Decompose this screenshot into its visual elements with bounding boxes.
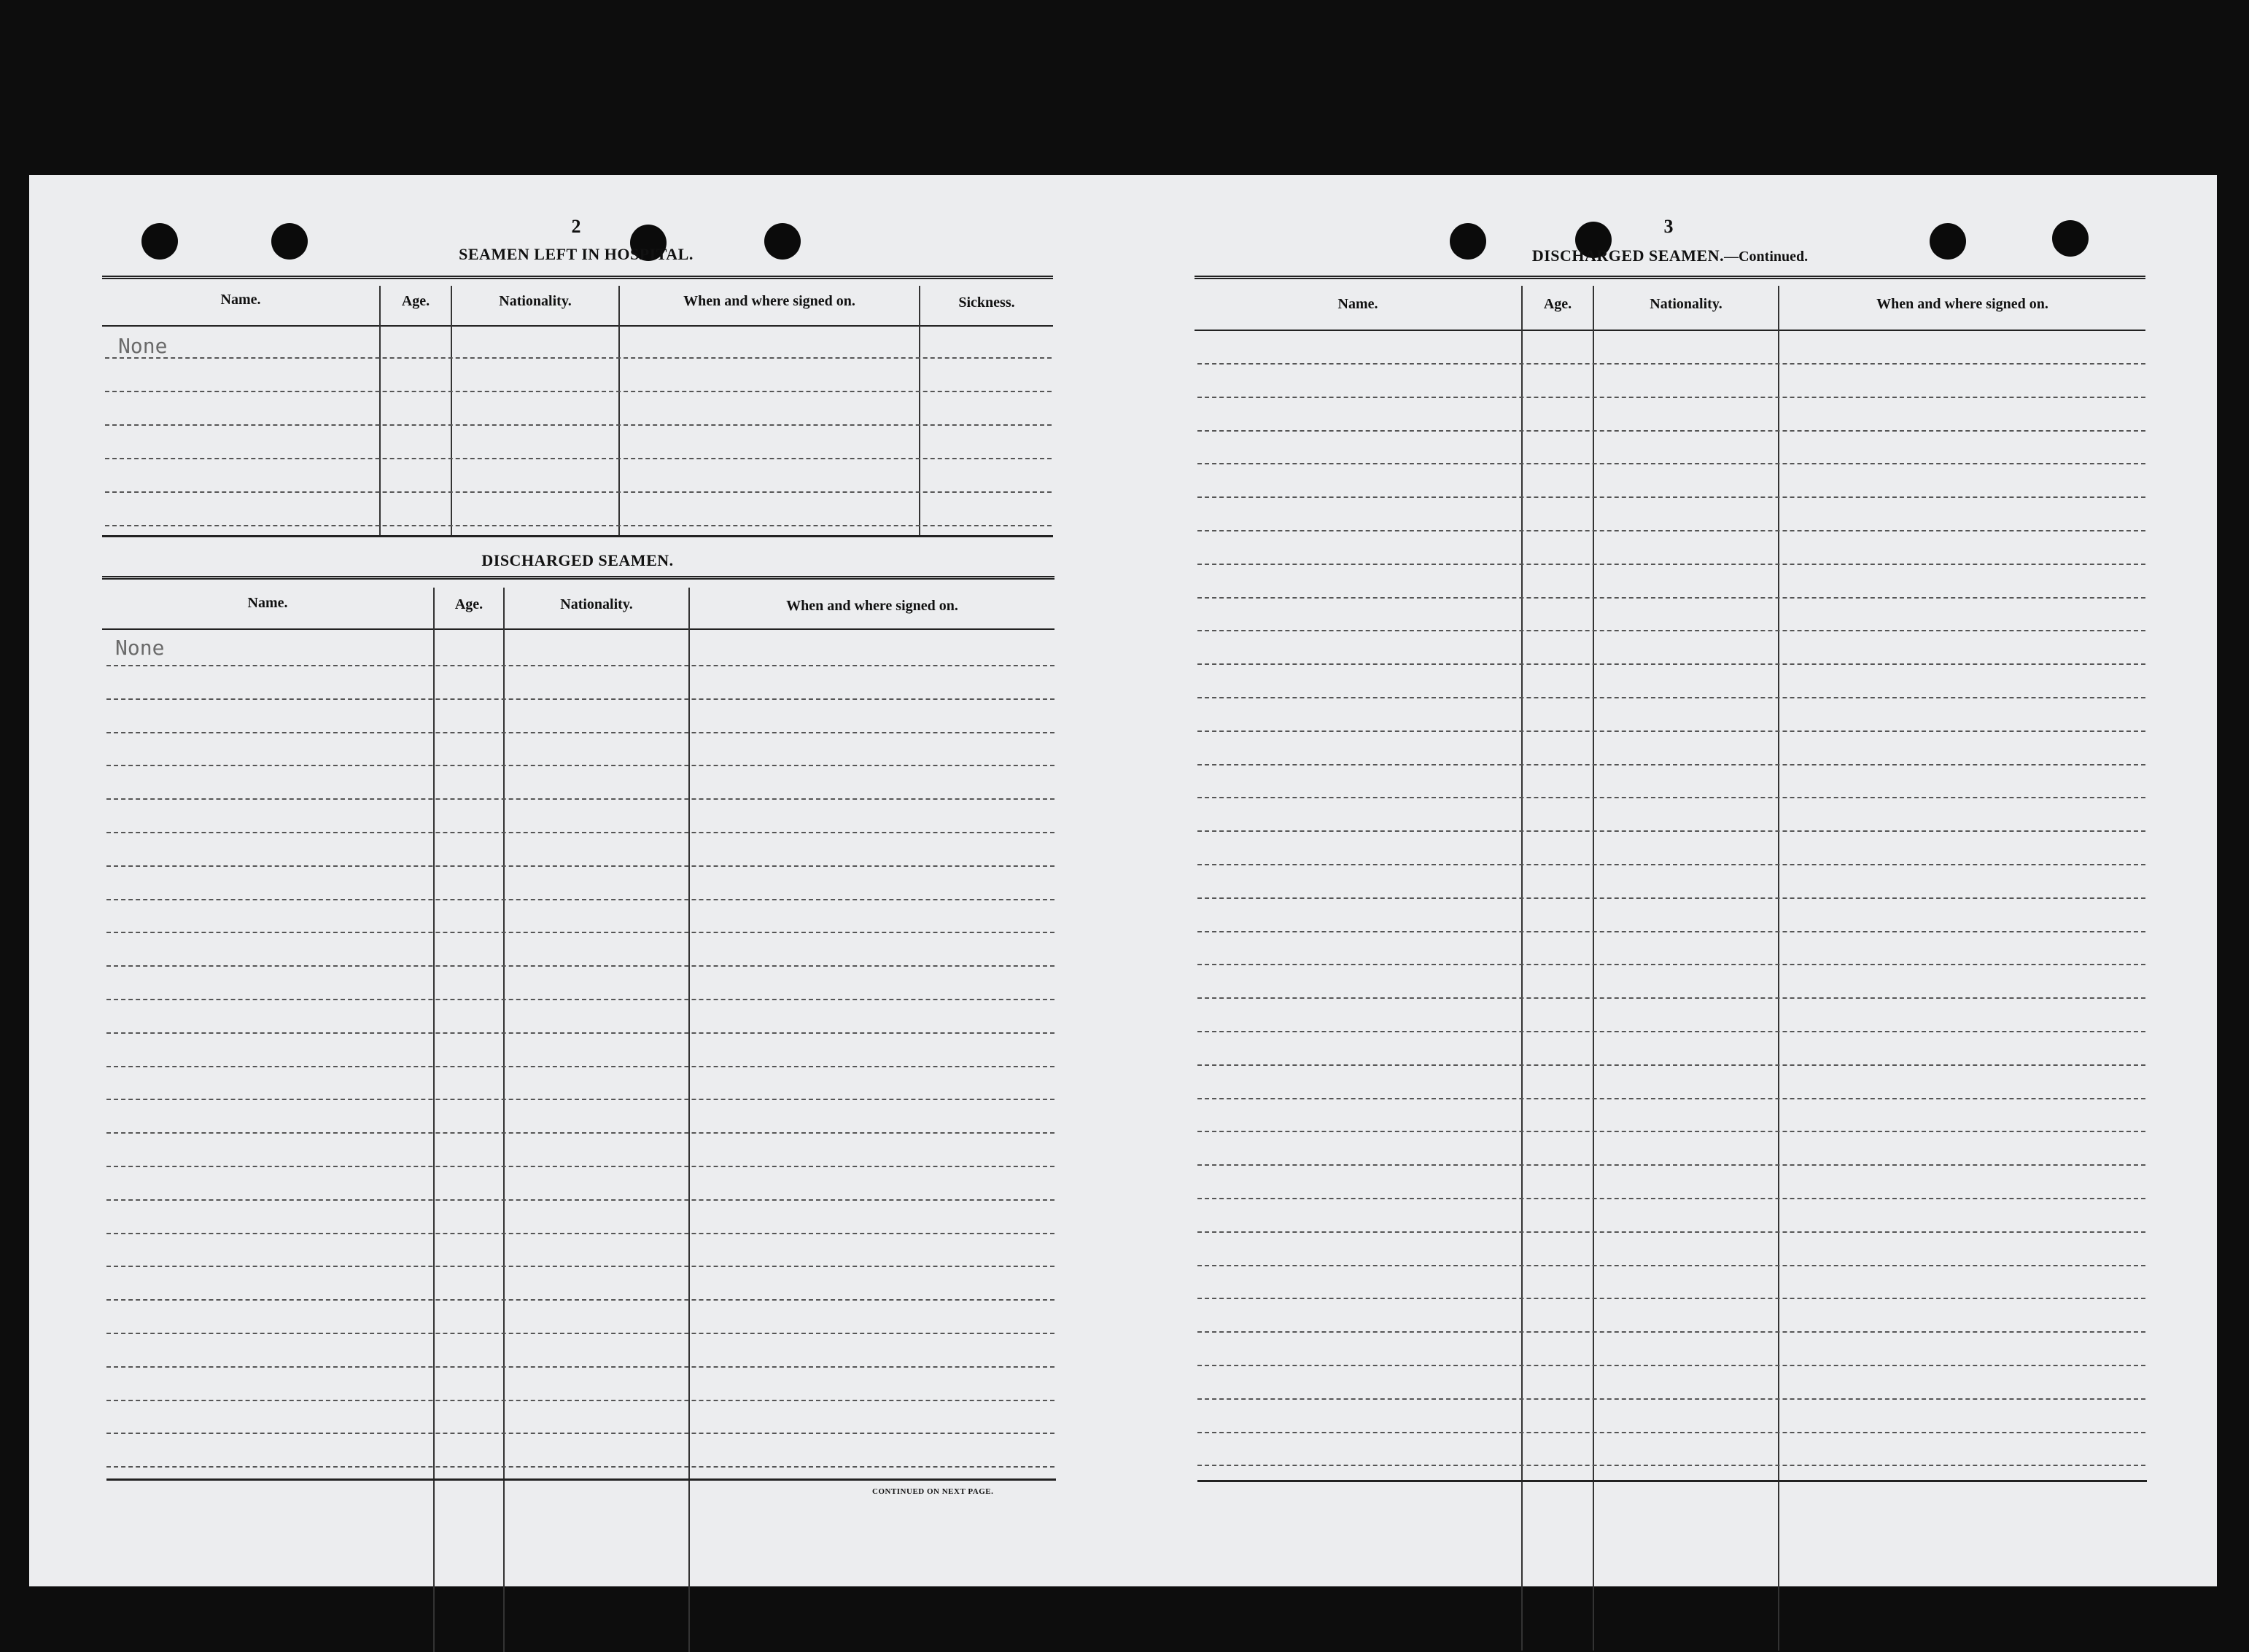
entry-line: [105, 525, 1052, 526]
entry-line: [1197, 864, 2145, 865]
entry-line: [1197, 564, 2145, 565]
table-bottom-rule: [102, 535, 1053, 537]
entry-line: [106, 732, 1054, 733]
entry-line: [1197, 997, 2145, 999]
entry-line: [1197, 764, 2145, 765]
header-rule: [1195, 330, 2145, 331]
entry-line: [106, 1066, 1054, 1067]
column-divider: [433, 588, 435, 1652]
header-rule: [102, 628, 1054, 630]
column-header-name: Name.: [220, 292, 261, 308]
entry-line: [1197, 630, 2145, 631]
entry-line: [106, 1333, 1054, 1334]
column-header-name: Name.: [247, 595, 288, 611]
discharged-section-title: DISCHARGED SEAMEN.: [481, 551, 674, 569]
column-divider: [618, 286, 620, 535]
table-top-rule: [102, 276, 1053, 279]
column-header-name: Name.: [1337, 296, 1378, 312]
column-divider: [379, 286, 381, 535]
table-top-rule: [102, 576, 1054, 580]
entry-line: [1197, 530, 2145, 531]
entry-line: [106, 965, 1054, 967]
entry-line: [1197, 931, 2145, 932]
entry-line: [1197, 697, 2145, 698]
entry-line: [106, 1466, 1054, 1468]
column-header-sickness: Sickness.: [958, 295, 1015, 311]
handwritten-entry: None: [118, 334, 168, 358]
entry-line: [1197, 897, 2145, 899]
entry-line: [1197, 1365, 2145, 1366]
column-divider: [1593, 286, 1594, 1651]
entry-line: [1197, 397, 2145, 398]
title-main: DISCHARGED SEAMEN.: [1531, 246, 1725, 265]
page-number: 3: [1663, 216, 1674, 237]
punch-hole: [764, 223, 801, 260]
entry-line: [106, 665, 1054, 666]
handwritten-entry: None: [115, 636, 165, 660]
entry-line: [106, 1199, 1054, 1201]
column-header-nationality: Nationality.: [1650, 296, 1722, 312]
column-header-age: Age.: [1543, 296, 1572, 312]
entry-line: [106, 1233, 1054, 1234]
column-header-signed-on: When and where signed on.: [1876, 296, 2048, 312]
entry-line: [105, 491, 1052, 493]
entry-line: [1197, 597, 2145, 599]
document-sheet: [29, 175, 2217, 1586]
entry-line: [1197, 1064, 2145, 1066]
entry-line: [106, 1366, 1054, 1368]
punch-hole: [2052, 220, 2089, 257]
column-divider: [451, 286, 452, 535]
entry-line: [1197, 1398, 2145, 1400]
entry-line: [105, 391, 1052, 392]
entry-line: [1197, 496, 2145, 498]
entry-line: [106, 1099, 1054, 1100]
page-number: 2: [571, 216, 581, 237]
punch-hole: [141, 223, 178, 260]
hospital-section-title: SEAMEN LEFT IN HOSPITAL.: [459, 245, 694, 263]
entry-line: [1197, 663, 2145, 665]
punch-hole: [271, 223, 308, 260]
column-header-nationality: Nationality.: [560, 596, 633, 612]
entry-line: [1197, 1164, 2145, 1166]
entry-line: [106, 765, 1054, 766]
table-top-rule: [1195, 276, 2145, 279]
entry-line: [106, 1400, 1054, 1401]
column-header-signed-on: When and where signed on.: [786, 598, 958, 614]
column-divider: [688, 588, 690, 1652]
entry-line: [1197, 1465, 2145, 1466]
entry-line: [106, 1132, 1054, 1134]
entry-line: [1197, 1031, 2145, 1032]
entry-line: [1197, 363, 2145, 365]
column-divider: [503, 588, 505, 1652]
entry-line: [106, 1166, 1054, 1167]
entry-line: [1197, 1432, 2145, 1433]
table-bottom-rule: [106, 1478, 1056, 1481]
entry-line: [106, 1266, 1054, 1267]
entry-line: [106, 832, 1054, 833]
entry-line: [1197, 1298, 2145, 1299]
column-header-signed-on: When and where signed on.: [683, 293, 855, 309]
entry-line: [106, 865, 1054, 867]
entry-line: [106, 1032, 1054, 1034]
entry-line: [1197, 1231, 2145, 1233]
header-rule: [102, 325, 1053, 327]
entry-line: [106, 1433, 1054, 1434]
continued-note: CONTINUED ON NEXT PAGE.: [872, 1487, 994, 1496]
entry-line: [1197, 830, 2145, 832]
column-header-age: Age.: [401, 293, 430, 309]
punch-hole: [1450, 223, 1486, 260]
entry-line: [106, 899, 1054, 900]
entry-line: [106, 698, 1054, 700]
column-divider: [919, 286, 920, 535]
entry-line: [105, 424, 1052, 426]
entry-line: [106, 999, 1054, 1000]
entry-line: [106, 1299, 1054, 1301]
punch-hole: [1930, 223, 1966, 260]
entry-line: [106, 798, 1054, 800]
entry-line: [1197, 1131, 2145, 1132]
entry-line: [1197, 430, 2145, 432]
title-suffix: —Continued.: [1724, 249, 1809, 265]
column-divider: [1778, 286, 1779, 1651]
entry-line: [106, 932, 1054, 933]
column-header-age: Age.: [454, 596, 483, 612]
column-divider: [1521, 286, 1523, 1651]
discharged-continued-title: [1532, 246, 1808, 265]
entry-line: [1197, 463, 2145, 464]
table-bottom-rule: [1197, 1480, 2147, 1482]
entry-line: [1197, 730, 2145, 732]
entry-line: [1197, 1331, 2145, 1333]
column-header-nationality: Nationality.: [499, 293, 572, 309]
entry-line: [1197, 1098, 2145, 1099]
entry-line: [105, 458, 1052, 459]
entry-line: [1197, 1198, 2145, 1199]
entry-line: [105, 357, 1052, 359]
entry-line: [1197, 1265, 2145, 1266]
entry-line: [1197, 797, 2145, 798]
entry-line: [1197, 964, 2145, 965]
